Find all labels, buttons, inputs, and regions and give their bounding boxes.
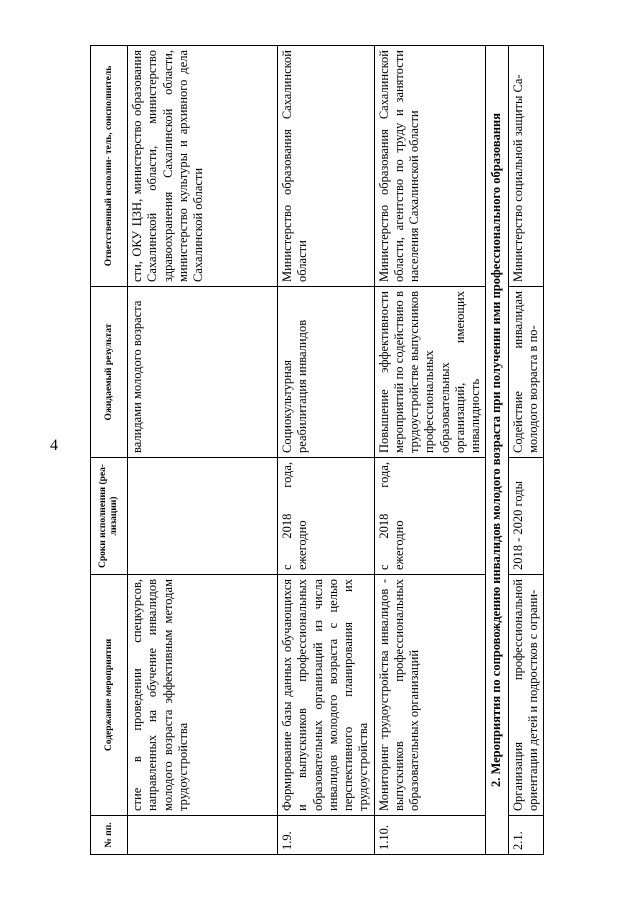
table-row [128, 46, 278, 855]
header-content: Содержание мероприятия [91, 575, 128, 816]
row-content: Мониторинг трудоустройства инвалидов - выпускников профессиональных образовательных организаций [374, 575, 486, 816]
row-content: Организация профессиональной ориентации детей и подростков с ограни- [508, 575, 544, 816]
table-row [508, 46, 544, 855]
row-responsible: Министерство образования Сахалинской области, агентство по труду и занятости населения Сахалинской области [374, 46, 486, 287]
row-num: 1.9. [278, 816, 375, 855]
row-responsible: Министерство образования Сахалинской области [278, 46, 375, 287]
row-result: Повышение эффективности мероприятий по содействию в трудоустройстве выпускников профессиональных образовательных организаций, имеющих инвалидность [374, 287, 486, 458]
section-row [486, 46, 508, 855]
row-terms: с 2018 года, ежегодно [374, 458, 486, 575]
row-result: Социокультурная реабилитация инвалидов [278, 287, 375, 458]
row-terms: 2018 - 2020 годы [508, 458, 544, 575]
table-row [374, 46, 486, 855]
row-responsible: Министерство социальной защиты Са- [508, 46, 544, 287]
row-content: Формирование базы данных обучающихся и выпускников профессиональных образовательных организаций из числа инвалидов молодого возраста с целью перспективного планирования их трудоустройства [278, 575, 375, 816]
row-num: 1.10. [374, 816, 486, 855]
row-terms: с 2018 года, ежегодно [278, 458, 375, 575]
section-heading: 2. Мероприятия по сопровождению инвалидов молодого возраста при получении ими профессионального образования [486, 46, 508, 855]
header-terms: Сроки исполнения (реа- лизации) [91, 458, 128, 575]
row-num [128, 816, 278, 855]
row-result: валидами молодого возраста [128, 287, 278, 458]
row-content: стие в проведении спецкурсов, направленных на обучение инвалидов молодого возраста эффективным методам трудоустройства [128, 575, 278, 816]
row-responsible: сти, ОКУ ЦЗН, министерство образования Сахалинской области, министерство здравоохранения Сахалинской области, министерство культуры и архивного дела Сахалинской области [128, 46, 278, 287]
row-result: Содействие инвалидам молодого возраста в по- [508, 287, 544, 458]
rotated-table-sheet [90, 45, 600, 855]
table-row [278, 46, 375, 855]
header-responsible: Ответственный исполни- тель, соисполнитель [91, 46, 128, 287]
header-num: № пп. [91, 816, 128, 855]
table-header-row [91, 46, 128, 855]
page-number: 4 [50, 437, 58, 454]
row-terms [128, 458, 278, 575]
row-num: 2.1. [508, 816, 544, 855]
header-result: Ожидаемый результат [91, 287, 128, 458]
measures-table [90, 45, 544, 855]
